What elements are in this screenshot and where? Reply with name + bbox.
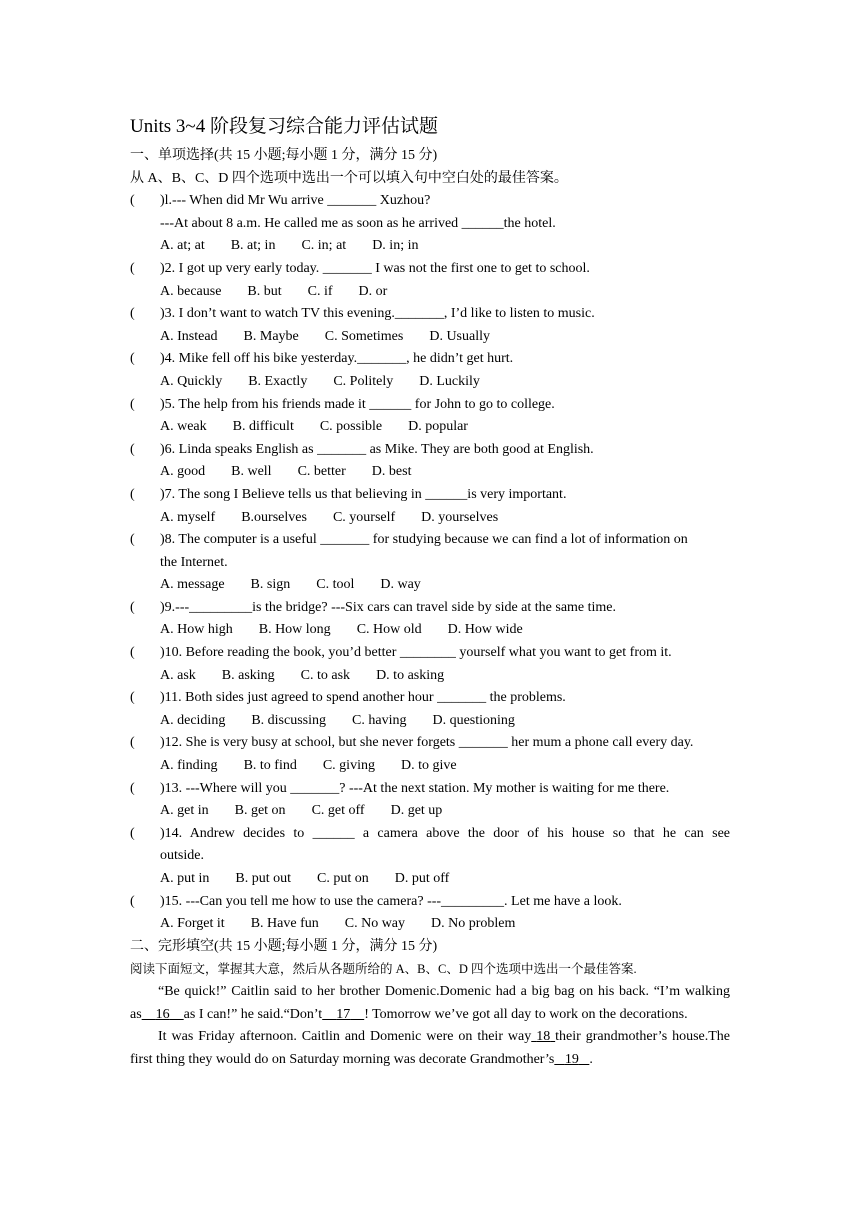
section2-heading: 二、完形填空(共 15 小题;每小题 1 分，满分 15 分) bbox=[130, 938, 438, 954]
option-c: C. giving bbox=[322, 758, 375, 774]
answer-paren: ( bbox=[130, 441, 135, 457]
option-a: A. put in bbox=[160, 871, 210, 886]
option-a: A. Forget it bbox=[160, 916, 225, 932]
option-d: D. to asking bbox=[376, 667, 445, 683]
cloze-text: ! Tomorrow we’ve got all day to work on the decorations. bbox=[364, 1006, 688, 1022]
option-a: A. How high bbox=[160, 622, 233, 638]
option-b: B. difficult bbox=[232, 419, 294, 435]
question-options bbox=[130, 416, 730, 439]
option-d: D. to give bbox=[400, 758, 457, 774]
cloze-text: “Be quick!” Caitlin said to her brother Domenic.Domenic had a big bag on his back. “I’m walking as bbox=[130, 983, 730, 1022]
option-c: C. Politely bbox=[333, 373, 394, 389]
option-d: D. questioning bbox=[432, 712, 515, 728]
question-options bbox=[130, 371, 730, 394]
answer-paren: ( bbox=[130, 396, 135, 412]
option-d: D. or bbox=[358, 283, 388, 299]
question-3 bbox=[130, 303, 730, 326]
option-b: B.ourselves bbox=[241, 509, 307, 525]
option-b: B. discussing bbox=[251, 712, 327, 728]
option-d: D. Usually bbox=[429, 328, 490, 344]
question-stem: )12. She is very busy at school, but she never forgets _______ her mum a phone call every day. bbox=[160, 735, 694, 751]
question-14 bbox=[130, 823, 730, 846]
answer-paren: ( bbox=[130, 780, 135, 796]
option-a: A. myself bbox=[160, 509, 216, 525]
option-a: A. message bbox=[160, 577, 225, 593]
option-b: B. well bbox=[231, 464, 272, 480]
question-5 bbox=[130, 394, 730, 417]
blank-19 bbox=[554, 1052, 589, 1067]
question-stem: )6. Linda speaks English as _______ as Mike. They are both good at English. bbox=[160, 441, 594, 457]
question-stem: )l.--- When did Mr Wu arrive _______ Xuzhou? bbox=[160, 193, 431, 209]
question-9 bbox=[130, 597, 730, 620]
option-d: D. in; in bbox=[372, 238, 419, 254]
question-options bbox=[130, 619, 730, 642]
option-c: C. tool bbox=[316, 577, 355, 593]
question-options bbox=[130, 507, 730, 530]
question-13 bbox=[130, 778, 730, 801]
question-options bbox=[130, 755, 730, 778]
option-d: D. popular bbox=[408, 419, 468, 435]
blank-number: 16 bbox=[155, 1006, 170, 1022]
answer-paren: ( bbox=[130, 690, 135, 706]
option-a: A. weak bbox=[160, 419, 207, 435]
option-c: C. in; at bbox=[301, 238, 347, 254]
option-c: C. Sometimes bbox=[324, 328, 404, 344]
question-12 bbox=[130, 732, 730, 755]
option-a: A. good bbox=[160, 464, 206, 480]
option-a: A. get in bbox=[160, 803, 209, 819]
document-page bbox=[130, 113, 730, 1071]
question-1 bbox=[130, 190, 730, 213]
section1-instruction: 从 A、B、C、D 四个选项中选出一个可以填入句中空白处的最佳答案。 bbox=[130, 170, 568, 186]
question-options bbox=[130, 665, 730, 688]
question-15 bbox=[130, 891, 730, 914]
question-4 bbox=[130, 348, 730, 371]
question-options bbox=[130, 800, 730, 823]
answer-paren: ( bbox=[130, 532, 135, 548]
blank-number: 19 bbox=[564, 1051, 579, 1067]
answer-paren: ( bbox=[130, 645, 135, 661]
answer-paren: ( bbox=[130, 486, 135, 502]
option-b: B. at; in bbox=[230, 238, 276, 254]
section2-instruction: 阅读下面短文，掌握其大意，然后从各题所给的 A、B、C、D 四个选项中选出一个最佳答案. bbox=[130, 962, 637, 977]
question-continuation: outside. bbox=[160, 848, 204, 864]
question-11 bbox=[130, 687, 730, 710]
option-d: D. yourselves bbox=[421, 509, 499, 525]
question-2 bbox=[130, 258, 730, 281]
question-options bbox=[130, 574, 730, 597]
question-6 bbox=[130, 439, 730, 462]
option-a: A. at; at bbox=[160, 238, 205, 254]
answer-paren: ( bbox=[130, 351, 135, 367]
question-options bbox=[130, 235, 730, 258]
cloze-text: their grandmother’s house.The first thing they would do on Saturday morning was decorate Grandmother’s bbox=[130, 1029, 731, 1067]
question-stem: )4. Mike fell off his bike yesterday._______, he didn’t get hurt. bbox=[160, 351, 514, 367]
blank-17 bbox=[322, 1007, 364, 1022]
option-c: C. if bbox=[307, 283, 333, 299]
question-stem: )11. Both sides just agreed to spend another hour _______ the problems. bbox=[160, 690, 566, 706]
answer-paren: ( bbox=[130, 306, 135, 322]
question-stem: )7. The song I Believe tells us that believing in ______is very important. bbox=[160, 486, 567, 502]
option-a: A. finding bbox=[160, 758, 218, 774]
blank-16 bbox=[142, 1007, 184, 1022]
question-stem: )14. Andrew decides to ______ a camera above the door of his house so that he can see bbox=[160, 825, 730, 841]
question-list bbox=[130, 190, 730, 936]
option-a: A. because bbox=[160, 283, 222, 299]
option-b: B. Exactly bbox=[248, 373, 308, 389]
question-stem: )9.---_________is the bridge? ---Six cars can travel side by side at the same time. bbox=[160, 599, 617, 615]
answer-paren: ( bbox=[130, 825, 135, 841]
option-c: C. get off bbox=[311, 803, 365, 819]
option-b: B. but bbox=[247, 283, 282, 299]
cloze-paragraph-2 bbox=[130, 1026, 730, 1071]
option-a: A. deciding bbox=[160, 712, 226, 728]
question-stem: )10. Before reading the book, you’d better ________ yourself what you want to get from it. bbox=[160, 645, 672, 661]
page-title: Units 3~4 阶段复习综合能力评估试题 bbox=[130, 116, 438, 137]
question-continuation: the Internet. bbox=[160, 554, 228, 570]
question-options bbox=[130, 868, 730, 891]
question-stem: )8. The computer is a useful _______ for studying because we can find a lot of information on bbox=[160, 532, 688, 548]
cloze-text: It was Friday afternoon. Caitlin and Domenic were on their way bbox=[158, 1029, 532, 1045]
option-c: C. No way bbox=[344, 916, 406, 932]
question-options bbox=[130, 326, 730, 349]
option-b: B. Have fun bbox=[250, 916, 319, 932]
question-stem: )13. ---Where will you _______? ---At the next station. My mother is waiting for me there. bbox=[160, 780, 670, 796]
question-continuation: ---At about 8 a.m. He called me as soon as he arrived ______the hotel. bbox=[160, 215, 556, 231]
answer-paren: ( bbox=[130, 193, 135, 209]
question-options bbox=[130, 461, 730, 484]
option-d: D. Luckily bbox=[419, 373, 480, 389]
option-c: C. yourself bbox=[332, 509, 396, 525]
answer-paren: ( bbox=[130, 599, 135, 615]
blank-number: 18 bbox=[536, 1029, 551, 1045]
option-d: D. best bbox=[371, 464, 412, 480]
option-d: D. How wide bbox=[447, 622, 523, 638]
option-d: D. put off bbox=[394, 871, 450, 886]
section1-heading: 一、单项选择(共 15 小题;每小题 1 分，满分 15 分) bbox=[130, 148, 438, 163]
option-d: D. way bbox=[380, 577, 421, 593]
blank-number: 17 bbox=[336, 1006, 351, 1022]
option-c: C. put on bbox=[317, 871, 369, 886]
option-d: D. No problem bbox=[431, 916, 516, 932]
option-b: B. asking bbox=[221, 667, 275, 683]
option-a: A. Quickly bbox=[160, 373, 223, 389]
option-a: A. Instead bbox=[160, 328, 218, 344]
option-b: B. Maybe bbox=[243, 328, 299, 344]
answer-paren: ( bbox=[130, 735, 135, 751]
question-stem: )15. ---Can you tell me how to use the camera? ---_________. Let me have a look. bbox=[160, 893, 622, 909]
question-options bbox=[130, 281, 730, 304]
option-c: C. to ask bbox=[300, 667, 351, 683]
option-c: C. possible bbox=[319, 419, 383, 435]
cloze-text: as I can!” he said.“Don’t bbox=[183, 1006, 323, 1022]
answer-paren: ( bbox=[130, 893, 135, 909]
question-stem: )3. I don’t want to watch TV this evening._______, I’d like to listen to music. bbox=[160, 306, 595, 322]
option-a: A. ask bbox=[160, 667, 196, 683]
option-b: B. get on bbox=[234, 803, 286, 819]
option-b: B. How long bbox=[258, 622, 331, 638]
question-10 bbox=[130, 642, 730, 665]
option-c: C. How old bbox=[356, 622, 422, 638]
blank-18 bbox=[531, 1029, 555, 1044]
option-d: D. get up bbox=[390, 803, 443, 819]
option-b: B. to find bbox=[243, 758, 297, 774]
option-b: B. sign bbox=[250, 577, 291, 593]
question-stem: )5. The help from his friends made it ______ for John to go to college. bbox=[160, 396, 555, 412]
cloze-paragraph-1 bbox=[130, 981, 730, 1026]
question-options bbox=[130, 710, 730, 733]
question-stem: )2. I got up very early today. _______ I was not the first one to get to school. bbox=[160, 260, 590, 276]
question-8 bbox=[130, 529, 730, 552]
question-7 bbox=[130, 484, 730, 507]
cloze-text: . bbox=[589, 1051, 593, 1067]
answer-paren: ( bbox=[130, 260, 135, 276]
question-options bbox=[130, 913, 730, 936]
option-c: C. better bbox=[297, 464, 346, 480]
option-b: B. put out bbox=[235, 871, 292, 886]
option-c: C. having bbox=[352, 712, 407, 728]
